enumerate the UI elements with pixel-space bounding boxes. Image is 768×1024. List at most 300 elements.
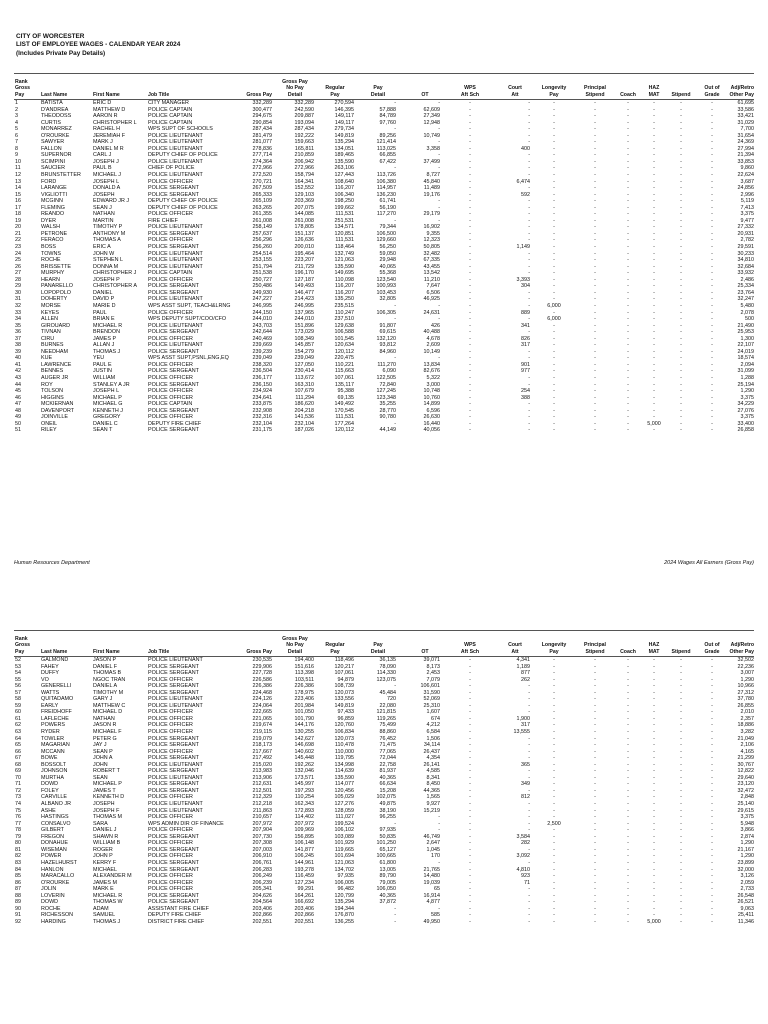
- cell-stipend: -: [680, 250, 682, 257]
- cell-rank: 12: [15, 172, 21, 179]
- cell-pay-detail: 121,414: [376, 139, 396, 146]
- cell-out-of-grade: -: [711, 787, 713, 794]
- cell-court-att: -: [528, 814, 530, 821]
- cell-job-title: POLICE OFFICER: [148, 374, 193, 381]
- cell-longevity-pay: -: [553, 132, 555, 139]
- cell-pay-detail: 15,208: [379, 787, 396, 794]
- cell-ot: 3,358: [426, 145, 440, 152]
- cell-wps-aft-sch: -: [469, 172, 471, 179]
- cell-job-title: DEPUTY FIRE CHIEF: [148, 912, 202, 919]
- cell-regular-pay: 134,702: [334, 866, 354, 873]
- cell-principal-stipend: -: [594, 139, 596, 146]
- cell-longevity-pay: -: [553, 322, 555, 329]
- cell-gross-pay: 233,875: [252, 401, 272, 408]
- cell-no-pay-detail: 196,170: [294, 270, 314, 277]
- cell-wps-aft-sch: -: [469, 126, 471, 133]
- cell-haz-mat: -: [653, 905, 655, 912]
- cell-first-name: THOMAS J: [93, 918, 121, 925]
- column-header-block: [14, 73, 754, 100]
- cell-court-att: 13,555: [513, 729, 530, 736]
- cell-job-title: POLICE SERGEANT: [148, 185, 199, 192]
- cell-first-name: KENNETH D: [93, 794, 125, 801]
- cell-principal-stipend: -: [594, 355, 596, 362]
- cell-job-title: POLICE SERGEANT: [148, 230, 199, 237]
- cell-gross-pay: 213,906: [252, 774, 272, 781]
- cell-pay-detail: 89,256: [379, 132, 396, 139]
- cell-first-name: MICHAEL P: [93, 781, 122, 788]
- cell-wps-aft-sch: -: [469, 132, 471, 139]
- cell-no-pay-detail: 113,398: [294, 670, 314, 677]
- cell-court-att: -: [528, 709, 530, 716]
- cell-stipend: -: [680, 676, 682, 683]
- cell-rank: 74: [15, 801, 21, 808]
- cell-wps-aft-sch: -: [469, 374, 471, 381]
- cell-gross-pay: 263,265: [252, 204, 272, 211]
- cell-wps-aft-sch: -: [469, 866, 471, 873]
- cell-principal-stipend: -: [594, 768, 596, 775]
- cell-first-name: NATHAN: [93, 211, 115, 218]
- cell-coach: -: [627, 729, 629, 736]
- cell-no-pay-detail: 165,811: [294, 145, 314, 152]
- col-job-title: Job Title: [148, 91, 170, 98]
- cell-out-of-grade: -: [711, 899, 713, 906]
- cell-haz-mat: -: [653, 152, 655, 159]
- cell-coach: -: [627, 814, 629, 821]
- cell-rank: 50: [15, 420, 21, 427]
- cell-job-title: POLICE SERGEANT: [148, 735, 199, 742]
- cell-adj-retro: 2,059: [740, 879, 754, 886]
- cell-gross-pay: 204,626: [252, 892, 272, 899]
- cell-adj-retro: 32,502: [737, 657, 754, 663]
- cell-principal-stipend: -: [594, 204, 596, 211]
- cell-gross-pay: 238,320: [252, 361, 272, 368]
- cell-coach: -: [627, 361, 629, 368]
- cell-pay-detail: 88,860: [379, 729, 396, 736]
- cell-out-of-grade: -: [711, 774, 713, 781]
- cell-job-title: POLICE SERGEANT: [148, 348, 199, 355]
- cell-stipend: -: [680, 748, 682, 755]
- cell-longevity-pay: -: [553, 401, 555, 408]
- cell-ot: 62,609: [423, 106, 440, 113]
- cell-regular-pay: 120,456: [334, 787, 354, 794]
- cell-wps-aft-sch: -: [469, 198, 471, 205]
- cell-last-name: ALBANO JR: [41, 801, 71, 808]
- cell-pay-detail: 106,305: [376, 309, 396, 316]
- cell-pay-detail: 89,790: [379, 873, 396, 880]
- cell-gross-pay: 222,665: [252, 709, 272, 716]
- cell-stipend: -: [680, 768, 682, 775]
- cell-last-name: CARVILLE: [41, 794, 67, 801]
- cell-out-of-grade: -: [711, 401, 713, 408]
- cell-out-of-grade: -: [711, 820, 713, 827]
- cell-out-of-grade: -: [711, 185, 713, 192]
- cell-last-name: JOLIN: [41, 886, 57, 893]
- cell-regular-pay: 146,395: [334, 106, 354, 113]
- cell-wps-aft-sch: -: [469, 801, 471, 808]
- cell-principal-stipend: -: [594, 676, 596, 683]
- cell-last-name: GIROUARD: [41, 322, 71, 329]
- cell-first-name: SEAN T: [93, 427, 113, 434]
- cell-court-att: 3,092: [516, 853, 530, 860]
- cell-regular-pay: 106,834: [334, 729, 354, 736]
- cell-longevity-pay: -: [553, 139, 555, 146]
- cell-no-pay-detail: 192,222: [294, 132, 314, 139]
- cell-job-title: POLICE CAPTAIN: [148, 401, 193, 408]
- cell-no-pay-detail: 202,551: [294, 918, 314, 925]
- cell-pay-detail: 57,888: [379, 106, 396, 113]
- cell-gross-pay: 251,794: [252, 263, 272, 270]
- cell-coach: -: [627, 145, 629, 152]
- cell-pay-detail: -: [394, 302, 396, 309]
- cell-haz-mat: -: [653, 407, 655, 414]
- cell-pay-detail: 106,500: [376, 230, 396, 237]
- cell-coach: -: [627, 276, 629, 283]
- cell-regular-pay: 111,531: [335, 211, 354, 218]
- cell-court-att: -: [528, 774, 530, 781]
- cell-haz-mat: -: [653, 191, 655, 198]
- cell-first-name: WILLIAM: [93, 374, 116, 381]
- cell-job-title: POLICE LIEUTENANT: [148, 132, 203, 139]
- cell-wps-aft-sch: -: [469, 211, 471, 218]
- cell-rank: 9: [15, 152, 18, 159]
- cell-longevity-pay: -: [553, 827, 555, 834]
- cell-haz-mat: -: [653, 414, 655, 421]
- cell-first-name: JAMES T: [93, 787, 116, 794]
- cell-ot: 13,834: [423, 361, 440, 368]
- cell-stipend: -: [680, 866, 682, 873]
- cell-haz-mat: -: [653, 755, 655, 762]
- cell-principal-stipend: -: [594, 414, 596, 421]
- cell-haz-mat: 5,000: [647, 420, 661, 427]
- cell-rank: 20: [15, 224, 21, 231]
- cell-adj-retro: 27,076: [737, 407, 754, 414]
- cell-longevity-pay: -: [553, 119, 555, 126]
- cell-job-title: POLICE LIEUTENANT: [148, 761, 203, 768]
- cell-principal-stipend: -: [594, 217, 596, 224]
- cell-pay-detail: 65,127: [379, 846, 396, 853]
- cell-gross-pay: 202,551: [252, 918, 272, 925]
- cell-ot: 8,727: [426, 172, 440, 179]
- cell-haz-mat: -: [653, 374, 655, 381]
- cell-gross-pay: 294,675: [252, 113, 272, 120]
- cell-regular-pay: 118,464: [334, 244, 354, 251]
- cell-adj-retro: 33,853: [737, 158, 754, 165]
- cell-wps-aft-sch: -: [469, 414, 471, 421]
- cell-out-of-grade: -: [711, 709, 713, 716]
- cell-coach: -: [627, 801, 629, 808]
- cell-wps-aft-sch: -: [469, 755, 471, 762]
- cell-rank: 75: [15, 807, 21, 814]
- cell-adj-retro: 25,411: [737, 912, 754, 919]
- cell-coach: -: [627, 820, 629, 827]
- cell-principal-stipend: -: [594, 722, 596, 729]
- cell-pay-detail: 49,875: [379, 801, 396, 808]
- cell-job-title: POLICE OFFICER: [148, 814, 193, 821]
- cell-principal-stipend: -: [594, 748, 596, 755]
- cell-out-of-grade: -: [711, 361, 713, 368]
- cell-rank: 16: [15, 198, 21, 205]
- cell-wps-aft-sch: -: [469, 689, 471, 696]
- cell-out-of-grade: -: [711, 250, 713, 257]
- cell-rank: 31: [15, 296, 21, 303]
- cell-last-name: HIGGINS: [41, 394, 64, 401]
- cell-wps-aft-sch: -: [469, 905, 471, 912]
- cell-adj-retro: 2,782: [740, 237, 754, 244]
- cell-no-pay-detail: 195,464: [294, 250, 314, 257]
- cell-principal-stipend: -: [594, 774, 596, 781]
- cell-first-name: MARTIN: [93, 217, 114, 224]
- cell-job-title: POLICE CAPTAIN: [148, 270, 193, 277]
- cell-haz-mat: -: [653, 165, 655, 172]
- cell-first-name: DONNA M: [93, 263, 119, 270]
- cell-no-pay-detail: 163,310: [294, 381, 314, 388]
- table-body: [14, 657, 754, 925]
- cell-principal-stipend: -: [594, 145, 596, 152]
- cell-no-pay-detail: 154,279: [294, 348, 314, 355]
- cell-principal-stipend: -: [594, 407, 596, 414]
- cell-longevity-pay: -: [553, 905, 555, 912]
- cell-gross-pay: 232,908: [252, 407, 272, 414]
- cell-stipend: -: [680, 886, 682, 893]
- cell-adj-retro: 26,855: [737, 702, 754, 709]
- cell-adj-retro: 2,094: [740, 361, 754, 368]
- cell-first-name: MICHAEL G: [93, 401, 123, 408]
- cell-ot: 32,482: [423, 250, 440, 257]
- cell-stipend: -: [680, 381, 682, 388]
- cell-gross-pay: 202,866: [252, 912, 272, 919]
- cell-out-of-grade: -: [711, 230, 713, 237]
- cell-out-of-grade: -: [711, 761, 713, 768]
- cell-longevity-pay: -: [553, 899, 555, 906]
- cell-longevity-pay: -: [553, 414, 555, 421]
- cell-principal-stipend: -: [594, 866, 596, 873]
- cell-ot: 31,590: [423, 689, 440, 696]
- cell-longevity-pay: -: [553, 374, 555, 381]
- cell-first-name: JASON P: [93, 657, 117, 663]
- cell-out-of-grade: -: [711, 414, 713, 421]
- cell-no-pay-detail: 137,965: [294, 309, 314, 316]
- cell-no-pay-detail: 203,406: [294, 905, 314, 912]
- cell-stipend: -: [680, 342, 682, 349]
- cell-court-att: -: [528, 198, 530, 205]
- cell-stipend: -: [680, 296, 682, 303]
- cell-ot: 1,565: [426, 794, 440, 801]
- cell-gross-pay: 261,355: [252, 211, 272, 218]
- cell-adj-retro: 11,346: [737, 918, 754, 925]
- cell-principal-stipend: -: [594, 820, 596, 827]
- cell-haz-mat: -: [653, 361, 655, 368]
- cell-job-title: POLICE OFFICER: [148, 840, 193, 847]
- cell-principal-stipend: -: [594, 106, 596, 113]
- cell-rank: 53: [15, 663, 21, 670]
- cell-regular-pay: 111,531: [335, 237, 354, 244]
- cell-court-att: -: [528, 748, 530, 755]
- cell-last-name: FREGON: [41, 833, 65, 840]
- cell-out-of-grade: -: [711, 263, 713, 270]
- cell-principal-stipend: -: [594, 152, 596, 159]
- cell-job-title: ASSISTANT FIRE CHIEF: [148, 905, 209, 912]
- cell-stipend: -: [680, 814, 682, 821]
- cell-principal-stipend: -: [594, 132, 596, 139]
- cell-last-name: DAVENPORT: [41, 407, 75, 414]
- cell-haz-mat: -: [653, 787, 655, 794]
- cell-adj-retro: 31,029: [737, 119, 754, 126]
- cell-pay-detail: 136,230: [376, 191, 396, 198]
- cell-rank: 72: [15, 787, 21, 794]
- cell-no-pay-detail: 193,278: [294, 866, 314, 873]
- cell-out-of-grade: -: [711, 814, 713, 821]
- cell-last-name: FORD: [41, 178, 57, 185]
- cell-haz-mat: -: [653, 859, 655, 866]
- cell-first-name: GARY J: [93, 696, 113, 703]
- cell-longevity-pay: -: [553, 296, 555, 303]
- cell-coach: -: [627, 748, 629, 755]
- cell-haz-mat: -: [653, 198, 655, 205]
- cell-out-of-grade: -: [711, 689, 713, 696]
- cell-first-name: JUSTIN: [93, 368, 112, 375]
- cell-no-pay-detail: 210,859: [294, 152, 314, 159]
- cell-rank: 80: [15, 840, 21, 847]
- cell-regular-pay: 132,749: [334, 250, 354, 257]
- cell-wps-aft-sch: -: [469, 827, 471, 834]
- cell-out-of-grade: -: [711, 912, 713, 919]
- cell-pay-detail: -: [394, 355, 396, 362]
- cell-coach: -: [627, 761, 629, 768]
- cell-pay-detail: -: [394, 820, 396, 827]
- cell-adj-retro: 2,010: [740, 709, 754, 716]
- cell-coach: -: [627, 126, 629, 133]
- cell-haz-mat: -: [653, 342, 655, 349]
- cell-longevity-pay: -: [553, 283, 555, 290]
- cell-no-pay-detail: 127,050: [294, 361, 314, 368]
- cell-out-of-grade: -: [711, 276, 713, 283]
- cell-principal-stipend: -: [594, 807, 596, 814]
- cell-coach: -: [627, 892, 629, 899]
- cell-gross-pay: 274,364: [252, 158, 272, 165]
- cell-pay-detail: 123,540: [376, 276, 396, 283]
- cell-ot: 4,585: [426, 768, 440, 775]
- cell-out-of-grade: -: [711, 139, 713, 146]
- cell-coach: -: [627, 211, 629, 218]
- cell-ot: -: [438, 204, 440, 211]
- cell-coach: -: [627, 899, 629, 906]
- cell-out-of-grade: -: [711, 670, 713, 677]
- cell-gross-pay: 236,150: [252, 381, 272, 388]
- cell-job-title: POLICE LIEUTENANT: [148, 250, 203, 257]
- cell-court-att: 826: [521, 335, 530, 342]
- cell-out-of-grade: -: [711, 729, 713, 736]
- cell-ot: 16,902: [423, 224, 440, 231]
- cell-stipend: -: [680, 348, 682, 355]
- cell-haz-mat: -: [653, 846, 655, 853]
- cell-last-name: CIRU: [41, 335, 55, 342]
- cell-job-title: POLICE OFFICER: [148, 853, 193, 860]
- cell-last-name: ALLEN: [41, 316, 59, 323]
- cell-adj-retro: 3,282: [740, 729, 754, 736]
- cell-job-title: POLICE SERGEANT: [148, 663, 199, 670]
- cell-court-att: -: [528, 316, 530, 323]
- cell-no-pay-detail: 209,887: [294, 113, 314, 120]
- cell-haz-mat: -: [653, 886, 655, 893]
- cell-no-pay-detail: 172,893: [294, 807, 314, 814]
- cell-first-name: JEREMIAH F: [93, 132, 126, 139]
- cell-regular-pay: 251,531: [334, 217, 354, 224]
- cell-rank: 11: [15, 165, 21, 172]
- cell-stipend: -: [680, 185, 682, 192]
- cell-job-title: POLICE OFFICER: [148, 237, 193, 244]
- cell-haz-mat: -: [653, 781, 655, 788]
- cell-gross-pay: 261,008: [252, 217, 272, 224]
- cell-ot: 4,354: [426, 755, 440, 762]
- cell-regular-pay: 110,247: [334, 309, 354, 316]
- cell-stipend: -: [680, 309, 682, 316]
- cell-pay-detail: 71,475: [379, 742, 396, 749]
- cell-coach: -: [627, 152, 629, 159]
- cell-last-name: POWER: [41, 853, 62, 860]
- cell-regular-pay: 101,929: [334, 840, 354, 847]
- cell-last-name: THEODOSS: [41, 113, 72, 120]
- cell-principal-stipend: -: [594, 912, 596, 919]
- cell-no-pay-detail: 109,969: [294, 827, 314, 834]
- cell-no-pay-detail: 127,187: [294, 276, 314, 283]
- cell-ot: 52,069: [423, 696, 440, 703]
- cell-rank: 33: [15, 309, 21, 316]
- cell-court-att: -: [528, 846, 530, 853]
- cell-haz-mat: -: [653, 217, 655, 224]
- col-first-name: First Name: [93, 648, 120, 655]
- cell-court-att: 923: [521, 873, 530, 880]
- cell-gross-pay: 254,514: [252, 250, 272, 257]
- cell-principal-stipend: -: [594, 316, 596, 323]
- cell-job-title: POLICE SERGEANT: [148, 866, 199, 873]
- cell-principal-stipend: -: [594, 322, 596, 329]
- cell-job-title: DEPUTY CHIEF OF POLICE: [148, 204, 218, 211]
- col-job-title: Job Title: [148, 648, 170, 655]
- cell-rank: 29: [15, 283, 21, 290]
- cell-regular-pay: 111,531: [335, 414, 354, 421]
- cell-longevity-pay: -: [553, 814, 555, 821]
- cell-regular-pay: 118,496: [334, 657, 354, 663]
- cell-stipend: -: [680, 289, 682, 296]
- cell-coach: -: [627, 840, 629, 847]
- cell-longevity-pay: -: [553, 204, 555, 211]
- cell-no-pay-detail: 287,434: [294, 126, 314, 133]
- cell-pay-detail: 96,255: [379, 814, 396, 821]
- cell-wps-aft-sch: -: [469, 348, 471, 355]
- cell-last-name: BRISSETTE: [41, 263, 71, 270]
- cell-regular-pay: 116,207: [334, 185, 354, 192]
- cell-stipend: -: [680, 329, 682, 336]
- cell-adj-retro: 21,490: [737, 322, 754, 329]
- cell-longevity-pay: -: [553, 735, 555, 742]
- cell-coach: -: [627, 715, 629, 722]
- cell-gross-pay: 249,930: [252, 289, 272, 296]
- cell-gross-pay: 281,077: [252, 139, 272, 146]
- cell-stipend: -: [680, 394, 682, 401]
- cell-last-name: RILEY: [41, 427, 57, 434]
- cell-ot: -: [438, 100, 440, 106]
- cell-last-name: MURTHA: [41, 774, 64, 781]
- cell-adj-retro: 22,107: [737, 342, 754, 349]
- cell-haz-mat: -: [653, 132, 655, 139]
- cell-gross-pay: 203,406: [252, 905, 272, 912]
- cell-rank: 43: [15, 374, 21, 381]
- cell-regular-pay: 101,545: [334, 335, 354, 342]
- cell-job-title: POLICE SERGEANT: [148, 407, 199, 414]
- cell-regular-pay: 129,638: [334, 322, 354, 329]
- cell-principal-stipend: -: [594, 755, 596, 762]
- cell-regular-pay: 120,073: [334, 689, 354, 696]
